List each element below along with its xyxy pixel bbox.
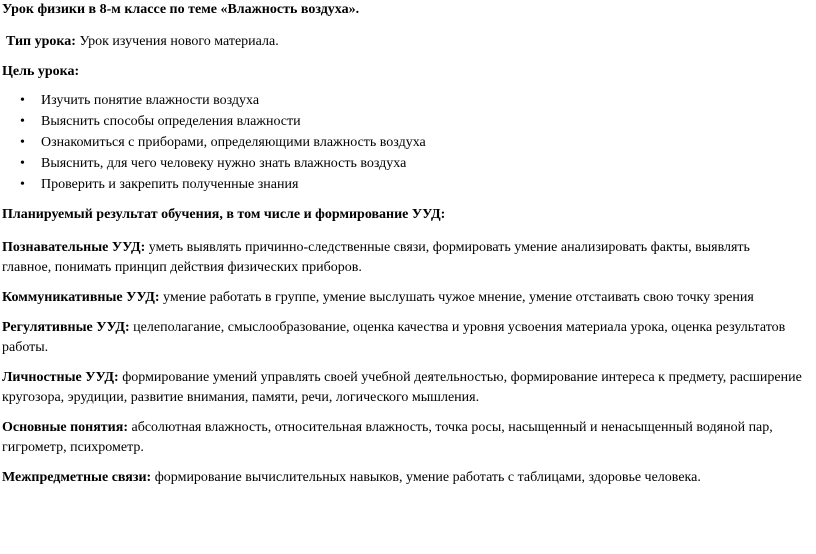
- section-personal: [2, 368, 802, 408]
- section-key-concepts: [2, 418, 802, 458]
- lesson-type: [2, 32, 802, 52]
- section-interdisciplinary: [2, 468, 802, 488]
- bullet-icon: •: [20, 135, 25, 150]
- section-text: формирование умений управлять своей учебной деятельностью, формирование интереса к предмету, расширение кругозора, эрудиции, развитие внимания, памяти, речи, логического мышления.: [2, 370, 802, 405]
- section-label: Коммуникативные УУД:: [2, 290, 160, 305]
- lesson-title: Урок физики в 8-м классе по теме «Влажность воздуха».: [2, 2, 360, 17]
- list-item: • Выяснить способы определения влажности: [20, 111, 802, 132]
- section-text: целеполагание, смыслообразование, оценка качества и уровня усвоения материала урока, оценка результатов работы.: [2, 320, 786, 355]
- list-item: • Выяснить, для чего человеку нужно знать влажность воздуха: [20, 153, 802, 174]
- section-cognitive: [2, 238, 802, 278]
- bullet-icon: •: [20, 93, 25, 108]
- section-label: Межпредметные связи:: [2, 470, 152, 485]
- goal-heading: Цель урока:: [2, 64, 80, 79]
- section-label: Основные понятия:: [2, 420, 128, 435]
- section-text: уметь выявлять причинно-следственные связи, формировать умение анализировать факты, выявлять главное, понимать принцип действия физических приборов.: [2, 240, 750, 275]
- lesson-type-label: Тип урока:: [6, 34, 76, 49]
- bullet-icon: •: [20, 156, 25, 171]
- lesson-type-value: Урок изучения нового материала.: [75, 34, 279, 49]
- list-item: • Ознакомиться с приборами, определяющими влажность воздуха: [20, 132, 802, 153]
- list-item: • Изучить понятие влажности воздуха: [20, 90, 802, 111]
- section-label: Личностные УУД:: [2, 370, 119, 385]
- section-label: Регулятивные УУД:: [2, 320, 130, 335]
- section-communicative: [2, 288, 802, 308]
- section-regulatory: [2, 318, 802, 358]
- section-label: Познавательные УУД:: [2, 240, 146, 255]
- list-item: • Проверить и закрепить полученные знания: [20, 174, 802, 195]
- bullet-icon: •: [20, 177, 25, 192]
- goals-list: [2, 90, 802, 195]
- bullet-icon: •: [20, 114, 25, 129]
- results-heading: Планируемый результат обучения, в том числе и формирование УУД:: [2, 207, 446, 222]
- section-text: формирование вычислительных навыков, умение работать с таблицами, здоровье человека.: [151, 470, 701, 485]
- section-text: абсолютная влажность, относительная влажность, точка росы, насыщенный и ненасыщенный водяной пар, гигрометр, психрометр.: [2, 420, 773, 455]
- section-text: умение работать в группе, умение выслушать чужое мнение, умение отстаивать свою точку зрения: [159, 290, 754, 305]
